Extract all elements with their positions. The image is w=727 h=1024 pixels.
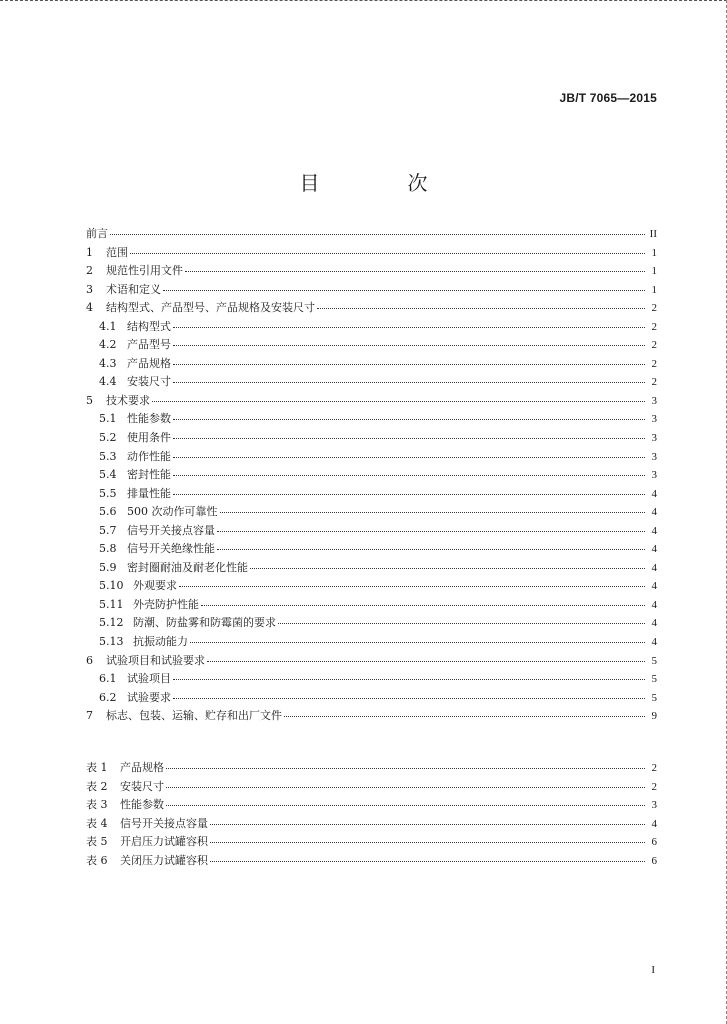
toc-entry: [86, 244, 657, 263]
entry-label: 产品型号: [127, 338, 171, 352]
entry-page: II: [649, 228, 657, 240]
entry-number: 5.10: [99, 579, 124, 593]
entry-page: 4: [651, 817, 657, 830]
entry-number: 7: [86, 709, 93, 723]
toc-entry: [86, 670, 657, 689]
dot-leader: [173, 363, 645, 365]
entry-number: 5.7: [99, 523, 117, 537]
entry-number: 5.13: [99, 635, 124, 649]
entry-number: 4.2: [99, 338, 117, 352]
standard-code: JB/T 7065—2015: [559, 91, 657, 105]
entry-page: 2: [651, 320, 657, 333]
dot-leader: [220, 511, 646, 513]
entry-label: 结构型式、产品型号、产品规格及安装尺寸: [106, 301, 315, 315]
entry-label: 密封圈耐油及耐老化性能: [127, 560, 248, 574]
entry-page: 3: [651, 394, 657, 407]
entry-label: 500 次动作可靠性: [127, 505, 218, 519]
entry-page: 2: [651, 376, 657, 389]
entry-page: 9: [651, 710, 657, 723]
dot-leader: [166, 804, 645, 806]
entry-page: 4: [651, 617, 657, 630]
entry-page: 3: [651, 432, 657, 445]
dot-leader: [201, 604, 645, 606]
entry-page: 4: [651, 580, 657, 593]
entry-label: 安装尺寸: [120, 779, 164, 793]
entry-label: 前言: [86, 227, 108, 240]
entry-label: 防潮、防盐雾和防霉菌的要求: [133, 616, 276, 630]
toc-entry: [86, 281, 657, 300]
dot-leader: [210, 841, 645, 843]
toc-entry: [86, 759, 657, 778]
entry-page: 2: [651, 339, 657, 352]
entry-label: 产品规格: [120, 761, 164, 774]
entry-page: 5: [651, 691, 657, 704]
entry-page: 3: [651, 413, 657, 426]
entry-page: 4: [651, 561, 657, 574]
entry-page: 3: [651, 799, 657, 812]
entry-number: 4: [86, 301, 93, 315]
entry-page: 2: [651, 780, 657, 793]
dot-leader: [284, 715, 645, 717]
toc-entry: [86, 522, 657, 541]
entry-label: 信号开关绝缘性能: [127, 542, 215, 556]
dot-leader: [250, 567, 645, 569]
entry-number: 5.8: [99, 542, 117, 556]
entry-number: 5.2: [99, 431, 117, 445]
entry-number: 5.11: [99, 597, 124, 611]
dot-leader: [207, 660, 645, 662]
entry-label: 术语和定义: [106, 282, 161, 296]
entry-label: 使用条件: [127, 431, 171, 445]
entry-number: 4.4: [99, 375, 117, 389]
toc-entry: [86, 225, 657, 244]
entry-page: 3: [651, 469, 657, 482]
entry-label: 结构型式: [127, 319, 171, 333]
entry-page: 1: [651, 265, 657, 278]
entry-page: 4: [651, 598, 657, 611]
dot-leader: [185, 270, 645, 272]
scan-edge-top: [0, 0, 727, 3]
entry-label: 外观要求: [133, 579, 177, 593]
entry-label: 信号开关接点容量: [127, 523, 215, 537]
toc-entry: [86, 392, 657, 411]
toc-entry: [86, 355, 657, 374]
entry-number: 表 1: [86, 761, 108, 774]
toc-entry: [86, 299, 657, 318]
entry-number: 2: [86, 264, 93, 278]
toc-entry: [86, 336, 657, 355]
entry-number: 6: [86, 653, 93, 667]
dot-leader: [217, 548, 645, 550]
entry-label: 产品规格: [127, 356, 171, 370]
table-of-contents: [86, 225, 657, 726]
toc-entry: [86, 852, 657, 871]
entry-label: 试验项目和试验要求: [106, 653, 205, 667]
entry-page: 1: [651, 246, 657, 259]
dot-leader: [173, 344, 645, 346]
toc-entry: [86, 596, 657, 615]
toc-entry: [86, 410, 657, 429]
entry-page: 3: [651, 450, 657, 463]
entry-label: 范围: [106, 245, 128, 259]
entry-label: 试验要求: [127, 690, 171, 704]
dot-leader: [173, 326, 645, 328]
toc-entry: [86, 796, 657, 815]
entry-page: 2: [651, 762, 657, 774]
entry-label: 安装尺寸: [127, 375, 171, 389]
entry-page: 5: [651, 654, 657, 667]
toc-entry: [86, 778, 657, 797]
toc-entry: [86, 448, 657, 467]
dot-leader: [152, 400, 645, 402]
entry-label: 关闭压力试罐容积: [120, 853, 208, 867]
dot-leader: [217, 530, 645, 532]
entry-number: 5.9: [99, 560, 117, 574]
entry-number: 表 3: [86, 798, 108, 812]
toc-entry: [86, 262, 657, 281]
toc-entry: [86, 373, 657, 392]
entry-number: 5.6: [99, 505, 117, 519]
toc-entry: [86, 614, 657, 633]
entry-number: 表 2: [86, 779, 108, 793]
toc-entry: [86, 577, 657, 596]
entry-number: 1: [86, 245, 93, 259]
entry-label: 排量性能: [127, 486, 171, 500]
toc-entry: [86, 540, 657, 559]
entry-page: 4: [651, 636, 657, 649]
toc-entry: [86, 559, 657, 578]
toc-entry: [86, 633, 657, 652]
entry-page: 5: [651, 673, 657, 686]
dot-leader: [173, 474, 645, 476]
dot-leader: [317, 307, 645, 309]
entry-number: 6.1: [99, 672, 117, 686]
page-title: 目 次: [299, 171, 462, 195]
entry-label: 规范性引用文件: [106, 264, 183, 278]
entry-number: 5.5: [99, 486, 117, 500]
dot-leader: [190, 641, 645, 643]
entry-number: 5.12: [99, 616, 124, 630]
entry-page: 6: [651, 836, 657, 849]
dot-leader: [163, 289, 645, 291]
page-number: I: [651, 964, 655, 976]
dot-leader: [173, 437, 645, 439]
entry-page: 4: [651, 487, 657, 500]
list-of-tables: [86, 759, 657, 870]
toc-entry: [86, 429, 657, 448]
dot-leader: [130, 252, 645, 254]
entry-number: 4.3: [99, 356, 117, 370]
entry-label: 性能参数: [127, 412, 171, 426]
dot-leader: [210, 860, 645, 862]
toc-entry: [86, 689, 657, 708]
dot-leader: [179, 585, 645, 587]
entry-label: 密封性能: [127, 468, 171, 482]
entry-page: 4: [651, 524, 657, 537]
dot-leader: [173, 697, 645, 699]
entry-number: 5.3: [99, 449, 117, 463]
entry-label: 试验项目: [127, 672, 171, 686]
entry-page: 1: [651, 283, 657, 296]
toc-entry: [86, 485, 657, 504]
toc-entry: [86, 833, 657, 852]
entry-label: 技术要求: [106, 393, 150, 407]
dot-leader: [173, 381, 645, 383]
dot-leader: [173, 678, 645, 680]
toc-entry: [86, 815, 657, 834]
dot-leader: [166, 786, 645, 788]
entry-number: 表 6: [86, 853, 108, 867]
entry-page: 2: [651, 357, 657, 370]
entry-number: 6.2: [99, 690, 117, 704]
entry-page: 2: [651, 302, 657, 315]
toc-entry: [86, 652, 657, 671]
entry-label: 开启压力试罐容积: [120, 835, 208, 849]
entry-label: 动作性能: [127, 449, 171, 463]
entry-label: 标志、包装、运输、贮存和出厂文件: [106, 709, 282, 723]
entry-number: 表 5: [86, 835, 108, 849]
entry-number: 5: [86, 393, 93, 407]
entry-number: 3: [86, 282, 93, 296]
entry-number: 5.1: [99, 412, 117, 426]
entry-number: 5.4: [99, 468, 117, 482]
entry-number: 4.1: [99, 319, 117, 333]
toc-entry: [86, 707, 657, 726]
entry-label: 外壳防护性能: [133, 597, 199, 611]
toc-entry: [86, 503, 657, 522]
entry-number: 表 4: [86, 816, 108, 830]
entry-label: 信号开关接点容量: [120, 816, 208, 830]
dot-leader: [173, 456, 645, 458]
toc-entry: [86, 318, 657, 337]
dot-leader: [173, 418, 645, 420]
entry-page: 4: [651, 543, 657, 556]
entry-label: 抗振动能力: [133, 635, 188, 649]
dot-leader: [210, 823, 645, 825]
dot-leader: [278, 622, 645, 624]
entry-page: 4: [651, 506, 657, 519]
entry-label: 性能参数: [120, 798, 164, 812]
dot-leader: [110, 233, 645, 235]
entry-page: 6: [651, 854, 657, 867]
dot-leader: [173, 493, 645, 495]
dot-leader: [166, 767, 645, 769]
toc-entry: [86, 466, 657, 485]
